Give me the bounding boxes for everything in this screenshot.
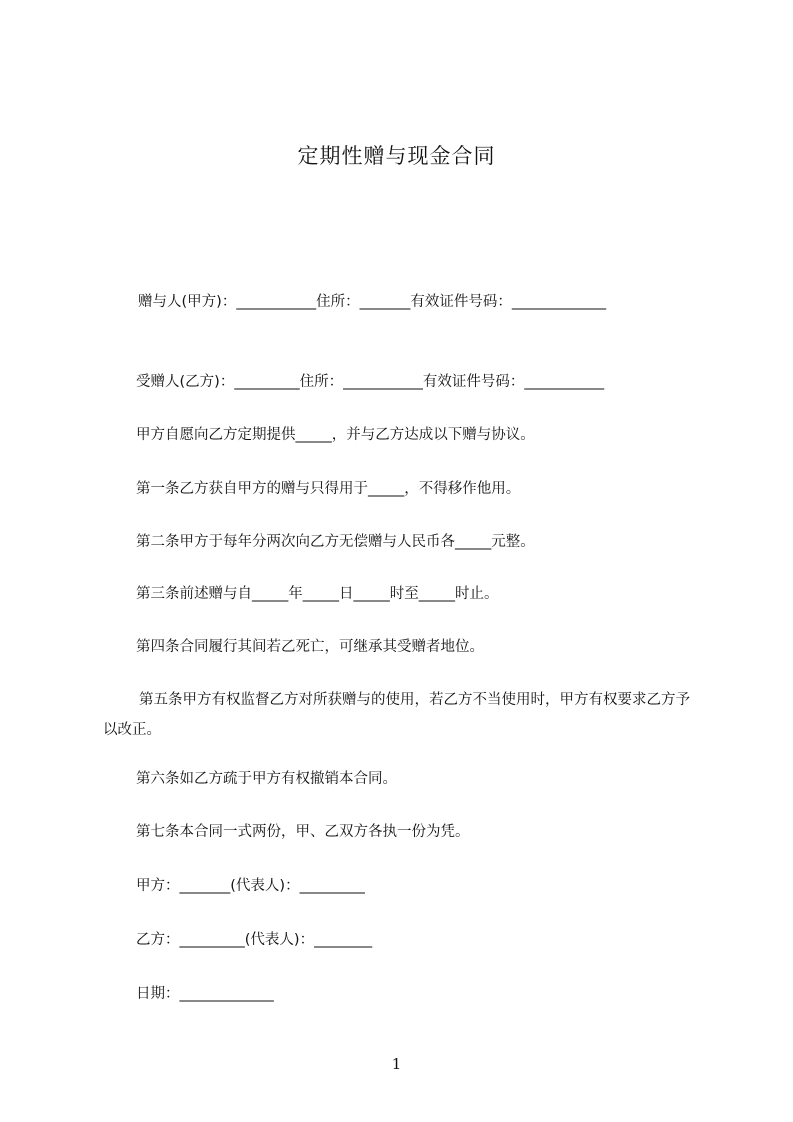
signature-party-a: 甲方：_______(代表人)：_________ <box>136 878 365 894</box>
page-number: 1 <box>391 1055 402 1073</box>
article-1: 第一条乙方获自甲方的赠与只得用于_____，不得移作他用。 <box>136 481 521 497</box>
signature-date: 日期：_____________ <box>136 986 274 1002</box>
intro-paragraph: 甲方自愿向乙方定期提供_____，并与乙方达成以下赠与协议。 <box>136 427 535 443</box>
article-4: 第四条合同履行其间若乙死亡，可继承其受赠者地位。 <box>136 639 484 655</box>
donee-line: 受赠人(乙方)：_________住所：___________有效证件号码：___________ <box>136 374 605 390</box>
donor-line: 赠与人(甲方)：___________住所：_______有效证件号码：_____________ <box>138 294 607 310</box>
article-7: 第七条本合同一式两份，甲、乙双方各执一份为凭。 <box>136 824 470 840</box>
article-3: 第三条前述赠与自_____年_____日_____时至_____时止。 <box>136 586 499 602</box>
article-2: 第二条甲方于每年分两次向乙方无偿赠与人民币各_____元整。 <box>136 534 535 550</box>
document-title: 定期性赠与现金合同 <box>297 144 496 168</box>
article-5 <box>103 685 703 745</box>
article-6: 第六条如乙方疏于甲方有权撤销本合同。 <box>136 771 397 787</box>
article-5-text: 第五条甲方有权监督乙方对所获赠与的使用，若乙方不当使用时，甲方有权要求乙方予以改正。 <box>103 692 690 738</box>
signature-party-b: 乙方：_________(代表人)：________ <box>136 932 373 948</box>
